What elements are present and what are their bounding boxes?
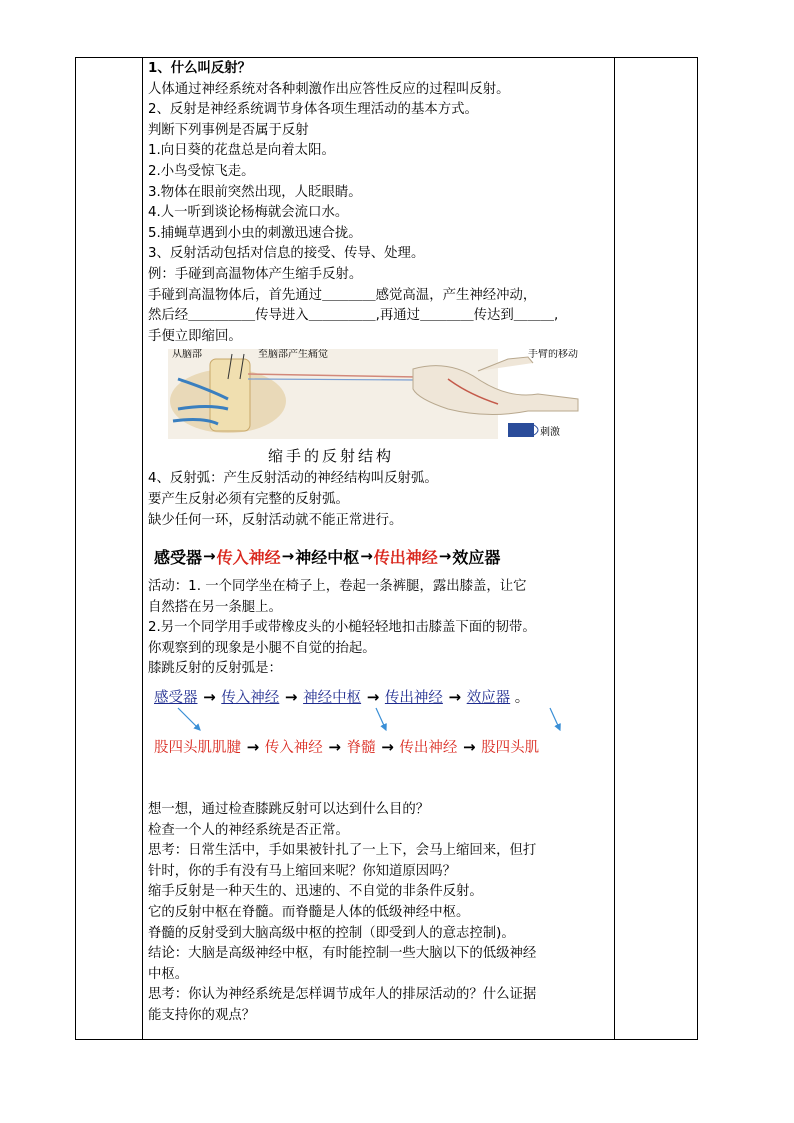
figure-label-left: 从脑部 <box>172 349 202 361</box>
arrow-icon: → <box>463 738 476 757</box>
text-line: 4.人一听到谈论杨梅就会流口水。 <box>148 205 349 221</box>
section-title: 1、什么叫反射？ <box>148 61 252 76</box>
text-line: 要产生反射必须有完整的反射弧。 <box>148 491 349 507</box>
figure-label-right: 手臂的移动 <box>528 349 578 361</box>
arc2-period: 。 <box>514 690 530 707</box>
arc-afferent-nerve: 传入神经 <box>216 547 281 567</box>
text-line: 例：手碰到高温物体产生缩手反射。 <box>148 266 363 282</box>
text-line: 活动：1. 一个同学坐在椅子上，卷起一条裤腿，露出膝盖，让它 <box>148 579 527 595</box>
arrow-icon: → <box>203 688 216 707</box>
arc2-tendon: 股四头肌肌腱 <box>154 740 241 757</box>
arrow-icon: → <box>448 688 462 707</box>
text-line: 针时，你的手有没有马上缩回来呢？你知道原因吗？ <box>148 863 456 879</box>
text-line: 3.物体在眼前突然出现，人眨眼睛。 <box>148 184 362 200</box>
arc2-efferent: 传出神经 <box>384 690 443 707</box>
arc2-effector: 效应器 <box>466 690 511 707</box>
text-line: 思考：日常生活中，手如果被针扎了一上下，会马上缩回来，但打 <box>148 843 537 859</box>
text-line: 2.小鸟受惊飞走。 <box>148 163 255 179</box>
arc-efferent-nerve: 传出神经 <box>373 547 438 567</box>
column-divider-left <box>142 58 143 1039</box>
text-line: 缩手反射是一种天生的、迅速的、不自觉的非条件反射。 <box>148 884 483 900</box>
text-line: 结论：大脑是高级神经中枢，有时能控制一些大脑以下的低级神经 <box>148 946 537 962</box>
text-line: 脊髓的反射受到大脑高级中枢的控制（即受到人的意志控制)。 <box>148 925 515 941</box>
arc2-efferent-specific: 传出神经 <box>399 740 458 757</box>
arc2-receptor: 感受器 <box>154 690 198 707</box>
text-line: 2、反射是神经系统调节身体各项生理活动的基本方式。 <box>148 102 478 118</box>
arc-nerve-center: 神经中枢 <box>295 547 360 567</box>
text-line: 2.另一个同学用手或带橡皮头的小槌轻轻地扣击膝盖下面的韧带。 <box>148 620 536 636</box>
knee-arc-generic-row <box>154 686 529 707</box>
arrow-icon: → <box>284 688 298 707</box>
arc2-quadriceps: 股四头肌 <box>481 740 540 757</box>
arc-receptor: 感受器 <box>154 547 203 567</box>
arrow-icon: → <box>281 547 295 566</box>
text-line: 自然搭在另一条腿上。 <box>148 599 282 615</box>
text-line: 思考：你认为神经系统是怎样调节成年人的排尿活动的？什么证据 <box>148 987 537 1003</box>
reflex-arc-chain <box>148 535 610 577</box>
reflex-figure <box>148 349 610 469</box>
arrow-icon: → <box>366 688 380 707</box>
arc2-afferent: 传入神经 <box>221 690 280 707</box>
text-line: 3、反射活动包括对信息的接受、传导、处理。 <box>148 246 425 262</box>
text-line: 能支持你的观点？ <box>148 1008 256 1023</box>
arrow-icon: → <box>381 738 394 757</box>
fill-blank-line: 手碰到高温物体后，首先通过＿＿＿＿感觉高温，产生神经冲动， <box>148 287 537 303</box>
knee-arc-specific-row <box>154 736 539 757</box>
figure-caption: 缩手的反射结构 <box>268 447 395 466</box>
arc2-spinal-cord: 脊髓 <box>346 740 376 757</box>
arc2-center: 神经中枢 <box>303 690 362 707</box>
text-line: 人体通过神经系统对各种刺激作出应答性反应的过程叫反射。 <box>148 81 510 97</box>
text-line: 检查一个人的神经系统是否正常。 <box>148 822 349 838</box>
figure-label-stimulus: 刺激 <box>540 427 560 439</box>
text-line: 缺少任何一环，反射活动就不能正常进行。 <box>148 512 403 528</box>
text-line: 4、反射弧：产生反射活动的神经结构叫反射弧。 <box>148 471 438 487</box>
text-line: 中枢。 <box>148 966 189 982</box>
reflex-illustration <box>148 349 610 469</box>
column-divider-right <box>614 58 615 1039</box>
arc2-afferent-specific: 传入神经 <box>264 740 323 757</box>
arrow-icon: → <box>246 738 260 757</box>
arrow-icon: → <box>203 547 216 566</box>
text-line: 5.捕蝇草遇到小虫的刺激迅速合拢。 <box>148 225 362 241</box>
arc-effector: 效应器 <box>452 547 501 567</box>
text-line: 判断下列事例是否属于反射 <box>148 122 309 138</box>
knee-jerk-arc <box>148 682 610 760</box>
lesson-content <box>148 59 610 1027</box>
text-line: 你观察到的现象是小腿不自觉的抬起。 <box>148 640 376 656</box>
text-line: 膝跳反射的反射弧是： <box>148 661 282 677</box>
figure-label-mid: 至脑部产生痛觉 <box>258 349 328 361</box>
text-line: 1.向日葵的花盘总是向着太阳。 <box>148 143 335 159</box>
text-line: 想一想，通过检查膝跳反射可以达到什么目的？ <box>148 802 430 818</box>
text-line: 手便立即缩回。 <box>148 328 242 344</box>
arrow-icon: → <box>438 547 452 566</box>
arrow-icon: → <box>328 738 341 757</box>
arrow-icon: → <box>360 547 373 566</box>
mapping-arrows <box>148 706 610 736</box>
text-line: 它的反射中枢在脊髓。而脊髓是人体的低级神经中枢。 <box>148 905 470 921</box>
fill-blank-line: 然后经＿＿＿＿＿传导进入＿＿＿＿＿,再通过＿＿＿＿传达到＿＿＿, <box>148 308 559 324</box>
